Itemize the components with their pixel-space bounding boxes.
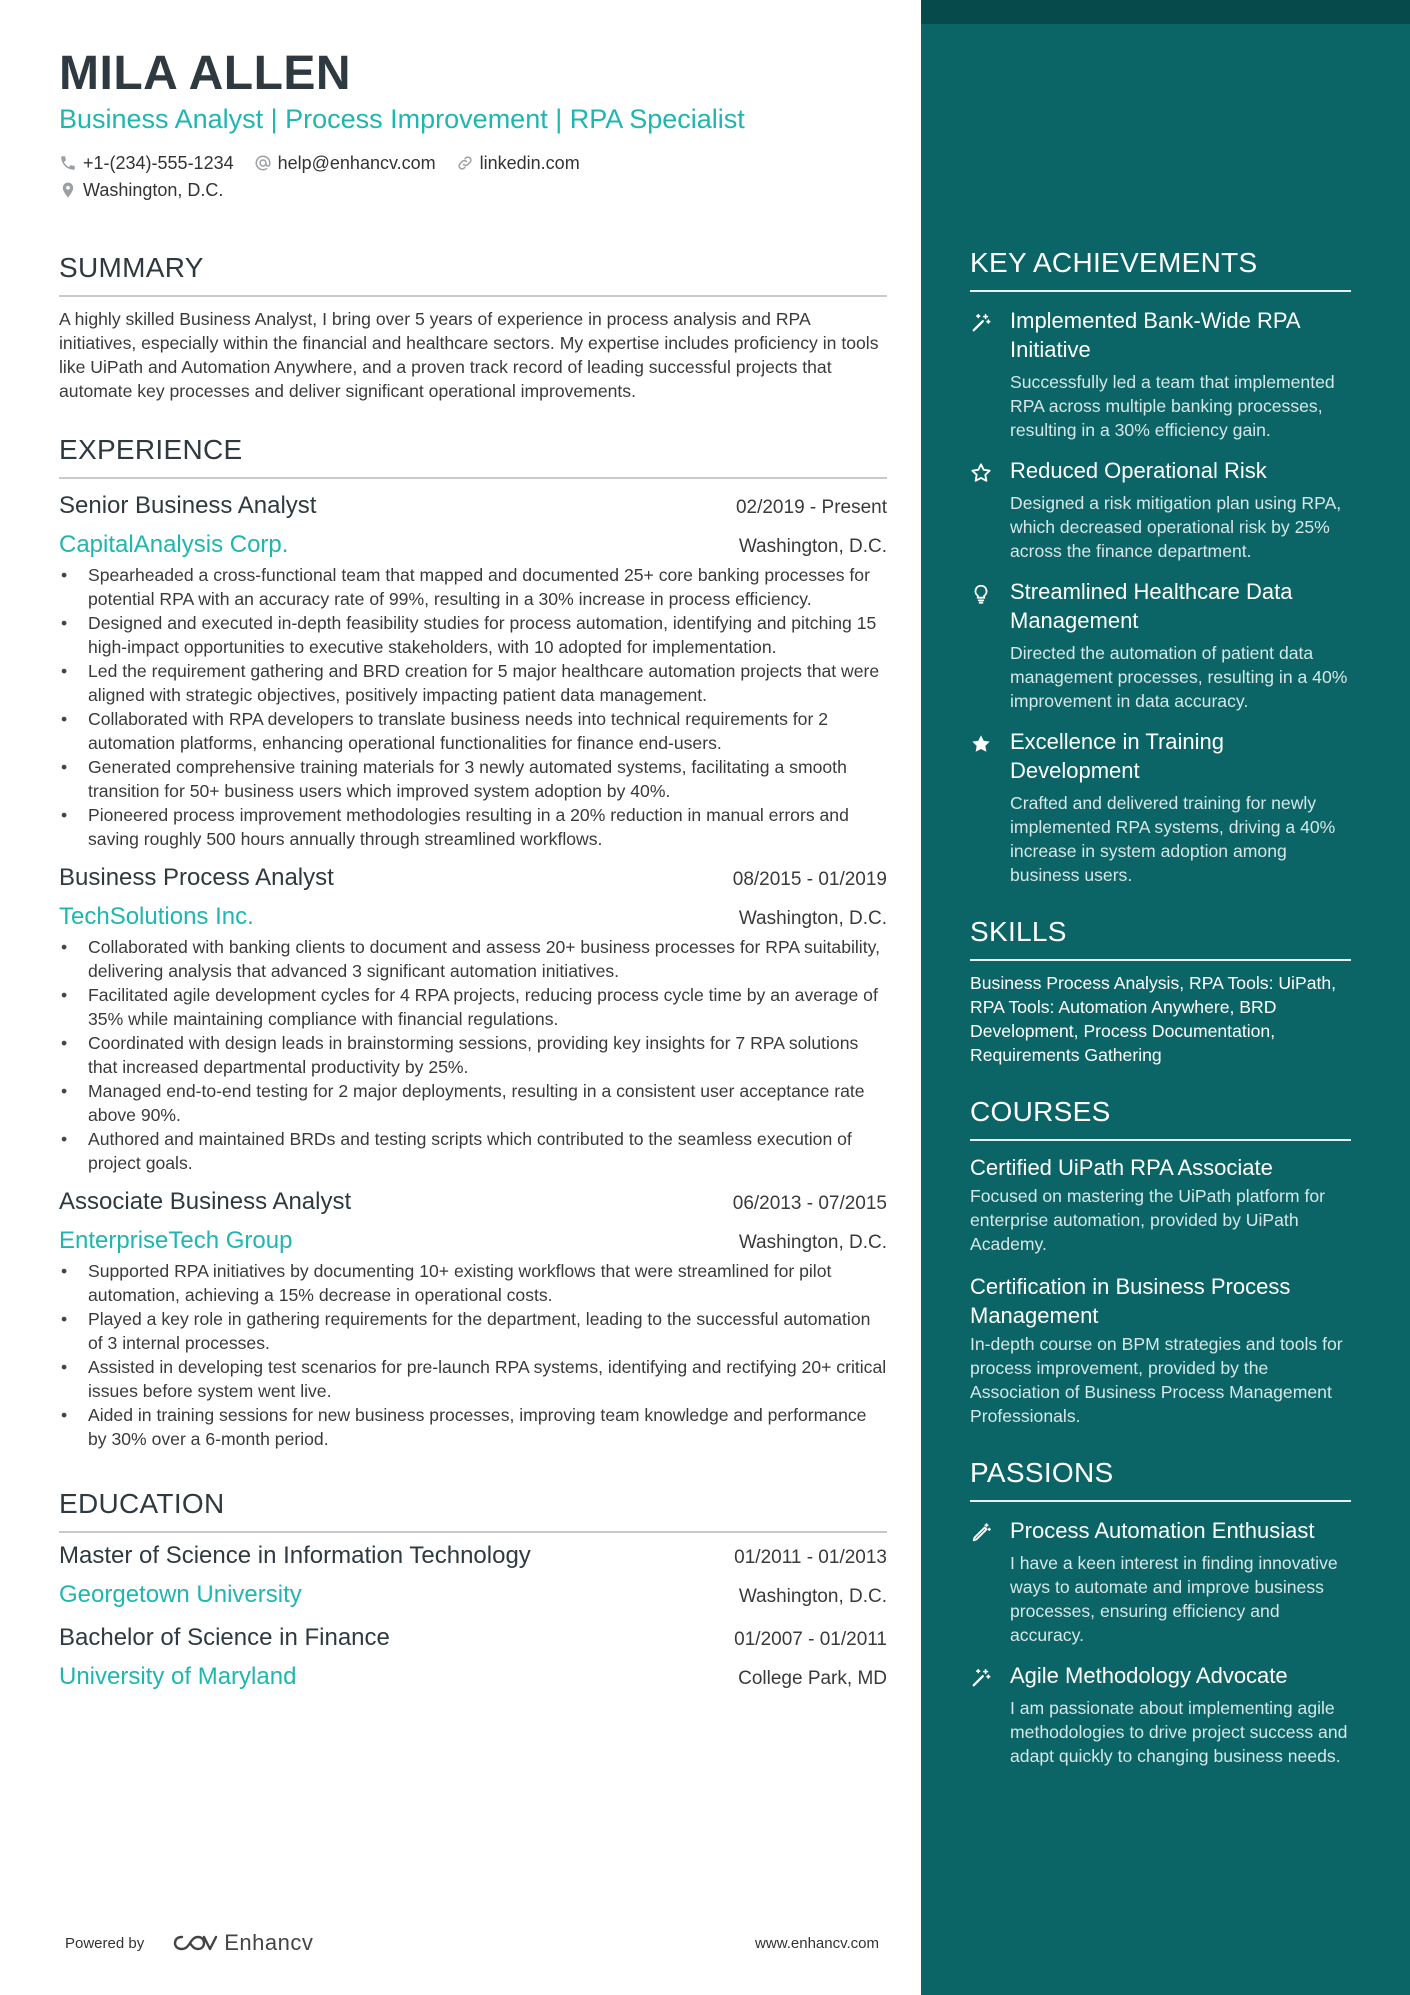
bullet-item: • Aided in training sessions for new business processes, improving team knowledge and performance by 30% over a 6-month period. bbox=[59, 1403, 887, 1451]
achievement-item bbox=[970, 727, 1351, 887]
experience-section bbox=[59, 433, 887, 1451]
main-column bbox=[59, 42, 887, 1695]
star-icon bbox=[970, 733, 992, 755]
summary-section bbox=[59, 251, 887, 403]
contact-row-location bbox=[59, 177, 887, 203]
magic-wand-icon bbox=[970, 1667, 992, 1689]
sidebar bbox=[970, 246, 1351, 1768]
bullet-item: • Coordinated with design leads in brainstorming sessions, providing key insights for 7 RPA solutions that increased departmental productivity by 25%. bbox=[59, 1031, 887, 1079]
enhancv-logo-icon bbox=[172, 1931, 218, 1955]
achievement-title: Implemented Bank-Wide RPA Initiative bbox=[1010, 308, 1300, 362]
achievements-section bbox=[970, 246, 1351, 887]
school-location: Washington, D.C. bbox=[738, 1586, 887, 1607]
bullet-item: • Collaborated with banking clients to document and assess 20+ business processes for RPA suitability, delivering analysis that advanced 3 significant automation initiatives. bbox=[59, 935, 887, 983]
course-desc: Focused on mastering the UiPath platform for enterprise automation, provided by UiPath Academy. bbox=[970, 1186, 1325, 1254]
passion-desc: I have a keen interest in finding innovative ways to automate and improve business processes, ensuring efficiency and accuracy. bbox=[1010, 1553, 1338, 1645]
job-date: 06/2013 - 07/2015 bbox=[732, 1193, 887, 1214]
bullet-item: • Supported RPA initiatives by documenting 10+ existing workflows that were streamlined for pilot automation, achieving a 15% decrease in operational costs. bbox=[59, 1259, 887, 1307]
summary-text: A highly skilled Business Analyst, I bring over 5 years of experience in process analysis and RPA initiatives, especially within the financial and healthcare sectors. My expertise includes proficiency in tools like UiPath and Automation Anywhere, and a proven track record of leading successful projects that automate key processes and deliver significant operational improvements. bbox=[59, 309, 879, 401]
education-title: EDUCATION bbox=[59, 1487, 887, 1533]
job-title: Business Process Analyst bbox=[59, 864, 334, 891]
skills-section bbox=[970, 915, 1351, 1067]
job-title: Senior Business Analyst bbox=[59, 492, 317, 519]
bullet-item: • Spearheaded a cross-functional team that mapped and documented 25+ core banking processes for potential RPA with an accuracy rate of 99%, resulting in a 30% increase in process efficiency. bbox=[59, 563, 887, 611]
experience-title: EXPERIENCE bbox=[59, 433, 887, 479]
bullet-item: • Authored and maintained BRDs and testing scripts which contributed to the seamless execution of project goals. bbox=[59, 1127, 887, 1175]
course-item bbox=[970, 1153, 1351, 1256]
bullet-item: • Pioneered process improvement methodologies resulting in a 20% reduction in manual errors and saving roughly 500 hours annually through streamlined workflows. bbox=[59, 803, 887, 851]
passion-desc: I am passionate about implementing agile methodologies to drive project success and adapt quickly to changing business needs. bbox=[1010, 1698, 1348, 1766]
achievement-desc: Designed a risk mitigation plan using RPA, which decreased operational risk by 25% across the finance department. bbox=[1010, 493, 1342, 561]
achievement-item bbox=[970, 306, 1351, 442]
passion-item bbox=[970, 1516, 1351, 1647]
achievements-title: KEY ACHIEVEMENTS bbox=[970, 246, 1351, 292]
school-name: Georgetown University bbox=[59, 1581, 302, 1608]
contact-email[interactable] bbox=[254, 150, 436, 176]
achievement-title: Reduced Operational Risk bbox=[1010, 458, 1267, 483]
phone-text: +1-(234)-555-1234 bbox=[83, 153, 234, 173]
school-location: College Park, MD bbox=[738, 1668, 887, 1689]
passion-title: Process Automation Enthusiast bbox=[1010, 1518, 1315, 1543]
sidebar-top-strip bbox=[921, 0, 1410, 24]
passion-title: Agile Methodology Advocate bbox=[1010, 1663, 1288, 1688]
education-entry bbox=[59, 1621, 887, 1695]
course-item bbox=[970, 1272, 1351, 1428]
achievement-desc: Successfully led a team that implemented RPA across multiple banking processes, resulting in a 30% efficiency gain. bbox=[1010, 372, 1335, 440]
brand-logo[interactable] bbox=[172, 1930, 313, 1956]
job-bullets bbox=[59, 1259, 887, 1451]
bullet-item: • Assisted in developing test scenarios for pre-launch RPA systems, identifying and rectifying 20+ critical issues before system went live. bbox=[59, 1355, 887, 1403]
job-date: 08/2015 - 01/2019 bbox=[732, 869, 887, 890]
company-name: EnterpriseTech Group bbox=[59, 1227, 293, 1254]
course-title: Certified UiPath RPA Associate bbox=[970, 1155, 1273, 1180]
link-icon bbox=[456, 154, 474, 172]
passions-title: PASSIONS bbox=[970, 1456, 1351, 1502]
bullet-item: • Generated comprehensive training materials for 3 newly automated systems, facilitating a smooth transition for 50+ business users which improved system adoption by 40%. bbox=[59, 755, 887, 803]
achievement-item bbox=[970, 456, 1351, 563]
linkedin-text: linkedin.com bbox=[479, 153, 580, 173]
lightbulb-icon bbox=[970, 583, 992, 605]
contact-location bbox=[59, 177, 223, 203]
achievement-title: Excellence in Training Development bbox=[1010, 729, 1225, 783]
skills-text: Business Process Analysis, RPA Tools: UiPath, RPA Tools: Automation Anywhere, BRD Development, Process Documentation, Requirements Gathering bbox=[970, 973, 1337, 1065]
achievement-desc: Directed the automation of patient data management processes, resulting in a 40% improvement in data accuracy. bbox=[1010, 643, 1348, 711]
bullet-item: • Collaborated with RPA developers to translate business needs into technical requirements for 2 automation platforms, enhancing operational functionalities for finance end-users. bbox=[59, 707, 887, 755]
phone-icon bbox=[59, 154, 77, 172]
achievement-title: Streamlined Healthcare Data Management bbox=[1010, 579, 1293, 633]
powered-by-label: Powered by bbox=[65, 1934, 145, 1952]
job-location: Washington, D.C. bbox=[738, 536, 887, 557]
bullet-item: • Managed end-to-end testing for 2 major deployments, resulting in a consistent user acceptance rate above 90%. bbox=[59, 1079, 887, 1127]
courses-section bbox=[970, 1095, 1351, 1428]
star-outline-icon bbox=[970, 462, 992, 484]
school-name: University of Maryland bbox=[59, 1663, 297, 1690]
education-section bbox=[59, 1487, 887, 1695]
company-name: CapitalAnalysis Corp. bbox=[59, 531, 289, 558]
course-desc: In-depth course on BPM strategies and tools for process improvement, provided by the Association of Business Process Management Professionals. bbox=[970, 1334, 1343, 1426]
magic-wand-icon bbox=[970, 312, 992, 334]
summary-title: SUMMARY bbox=[59, 251, 887, 297]
education-date: 01/2007 - 01/2011 bbox=[734, 1629, 887, 1650]
bullet-item: • Facilitated agile development cycles for 4 RPA projects, reducing process cycle time by an average of 35% while maintaining compliance with financial regulations. bbox=[59, 983, 887, 1031]
job-bullets bbox=[59, 563, 887, 851]
contact-phone bbox=[59, 150, 234, 176]
at-icon bbox=[254, 154, 272, 172]
job-location: Washington, D.C. bbox=[738, 908, 887, 929]
footer bbox=[65, 1925, 879, 1961]
candidate-role: Business Analyst | Process Improvement | RPA Specialist bbox=[59, 104, 745, 134]
achievement-desc: Crafted and delivered training for newly implemented RPA systems, driving a 40% increase in system adoption among business users. bbox=[1010, 793, 1336, 885]
candidate-name: MILA ALLEN bbox=[59, 47, 352, 100]
bullet-item: • Designed and executed in-depth feasibility studies for process automation, identifying and pitching 15 high-impact opportunities to executive stakeholders, with 10 adopted for implementation. bbox=[59, 611, 887, 659]
location-text: Washington, D.C. bbox=[83, 180, 224, 200]
skills-title: SKILLS bbox=[970, 915, 1351, 961]
achievement-item bbox=[970, 577, 1351, 713]
job-entry bbox=[59, 861, 887, 1175]
location-pin-icon bbox=[59, 181, 77, 199]
bullet-item: • Played a key role in gathering requirements for the department, leading to the successful automation of 3 internal processes. bbox=[59, 1307, 887, 1355]
contact-linkedin[interactable] bbox=[456, 150, 580, 176]
bullet-item: • Led the requirement gathering and BRD creation for 5 major healthcare automation projects that were aligned with strategic objectives, positively impacting patient data management. bbox=[59, 659, 887, 707]
course-title: Certification in Business Process Management bbox=[970, 1274, 1291, 1328]
website-link[interactable]: www.enhancv.com bbox=[755, 1934, 879, 1952]
powered-by bbox=[65, 1930, 313, 1956]
company-name: TechSolutions Inc. bbox=[59, 903, 254, 930]
passions-section bbox=[970, 1456, 1351, 1768]
job-date: 02/2019 - Present bbox=[735, 497, 887, 518]
job-location: Washington, D.C. bbox=[738, 1232, 887, 1253]
degree-title: Master of Science in Information Technology bbox=[59, 1542, 531, 1569]
education-entry bbox=[59, 1539, 887, 1613]
education-date: 01/2011 - 01/2013 bbox=[734, 1547, 887, 1568]
job-entry bbox=[59, 1185, 887, 1451]
brand-name: Enhancv bbox=[224, 1930, 314, 1955]
job-title: Associate Business Analyst bbox=[59, 1188, 352, 1215]
job-entry bbox=[59, 489, 887, 851]
passion-item bbox=[970, 1661, 1351, 1768]
courses-title: COURSES bbox=[970, 1095, 1351, 1141]
pen-wand-icon bbox=[970, 1522, 992, 1544]
job-bullets bbox=[59, 935, 887, 1175]
email-text: help@enhancv.com bbox=[277, 153, 436, 173]
contact-row bbox=[59, 150, 887, 176]
degree-title: Bachelor of Science in Finance bbox=[59, 1624, 390, 1651]
